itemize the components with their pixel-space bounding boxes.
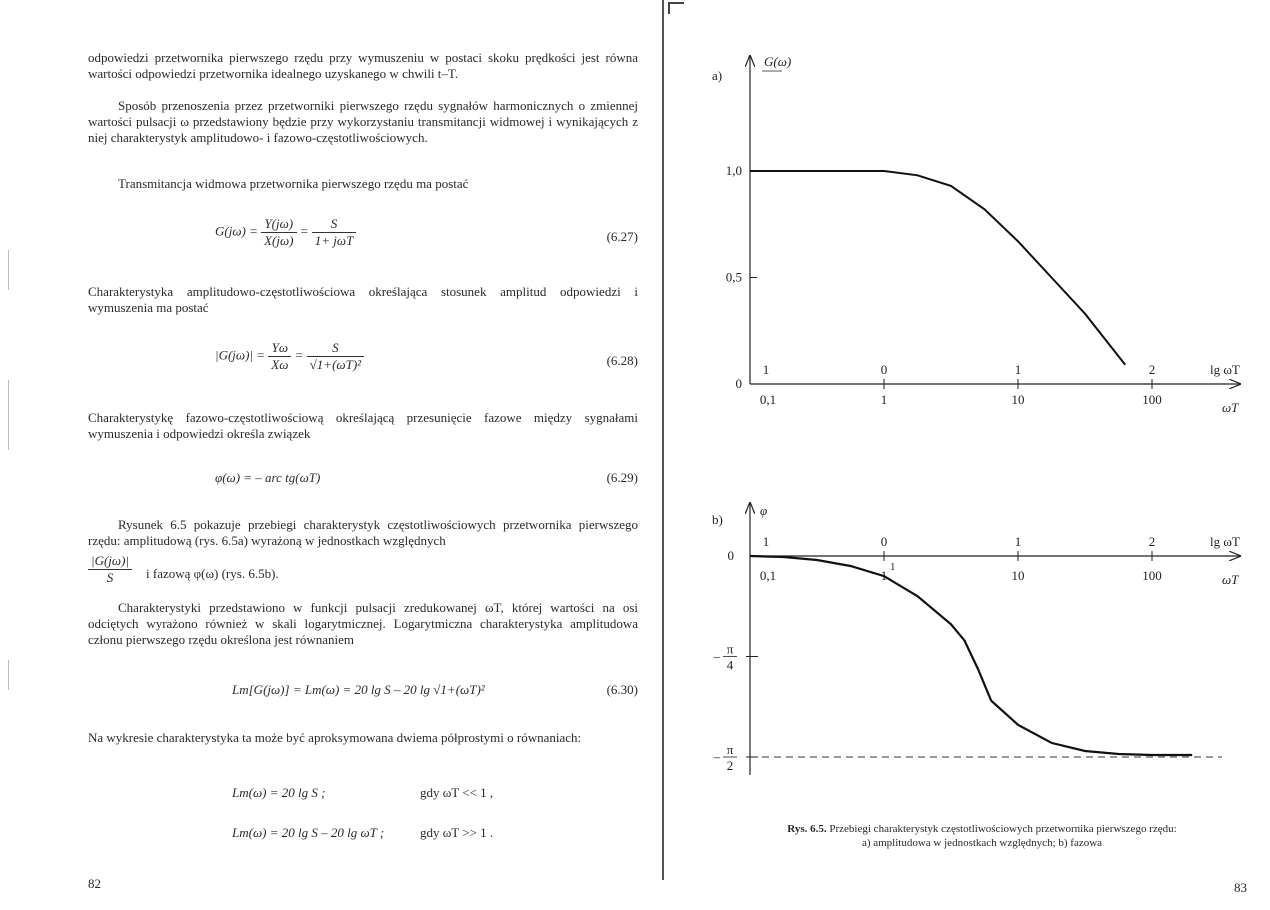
chart-b-x-log-tick-label: 2 (1148, 534, 1156, 549)
chart-a-x-lin-tick-label: 0,1 (759, 392, 777, 407)
chart-b-y-tick-sign: – (713, 749, 720, 764)
equation-number-6-27: (6.27) (606, 229, 638, 244)
chart-b-y-label: φ (760, 503, 768, 518)
approximation-2-condition: gdy ωT >> 1 . (420, 825, 494, 840)
caption-line-1: Przebiegi charakterystyk częstotliwościowych przetwornika pierwszego rzędu: (829, 823, 1177, 835)
inline-fraction: $\frac{|G(j\omega)|}{S}$ (88, 553, 132, 586)
chart-b-y-tick-label: 0 (727, 548, 734, 563)
chart-a-xlabel-log: lg ωT (1210, 362, 1240, 377)
chart-b-y-tick-denominator: 4 (726, 657, 734, 673)
chart-b-y-tick-denominator: 2 (726, 758, 734, 773)
chart-a-x-log-tick-label: 2 (1148, 362, 1156, 377)
chart-b-xlabel-lin: ωT (1222, 572, 1239, 587)
paragraph-5: Charakterystykę fazowo-częstotliwościową określającą przesunięcie fazowe między sygnałami wymuszenia i odpowiedzi określa związek (88, 410, 638, 441)
paragraph-4: Charakterystyka amplitudowo-częstotliwościowa określająca stosunek amplitud odpowiedzi i wymuszenia ma postać (88, 284, 638, 315)
figure-6-5 (662, 0, 1270, 905)
chart-b-panel-label: b) (712, 512, 723, 527)
chart-a-amplitude-curve (750, 171, 1125, 365)
chart-a-y-tick-label: 0,5 (725, 269, 742, 285)
paragraph-6: Rysunek 6.5 pokazuje przebiegi charakterystyk częstotliwościowych przetwornika pierwszego rzędu: amplitudową (rys. 6.5a) wyrażoną w jednostkach względnych (88, 517, 638, 548)
caption-label: Rys. 6.5. (787, 823, 827, 835)
chart-b-y-tick-numerator: π (726, 641, 734, 657)
chart-a-y-tick-label: 1,0 (725, 163, 742, 178)
chart-a-y-tick-label: 0 (735, 376, 742, 391)
chart-b-x-log-tick-label: 1 (762, 534, 770, 549)
chart-b-x-lin-tick-label: 10 (1011, 568, 1025, 583)
chart-a-x-log-tick-label: 0 (880, 362, 888, 377)
chart-b-phase-curve (750, 556, 1192, 755)
figure-caption (722, 822, 1242, 850)
equation-6-27: G(jω) = $\frac{Y(j\omega)}{X(j\omega)}$ = $\frac{S}{\text{1+ jωT}}$ (215, 216, 356, 249)
chart-b-xlabel-log: lg ωT (1210, 534, 1240, 549)
page-number-left: 82 (88, 876, 101, 891)
paragraph-8: Na wykresie charakterystyka ta może być aproksymowana dwiema półprostymi o równaniach: (88, 730, 582, 745)
chart-a (712, 54, 1240, 415)
chart-a-x-lin-tick-label: 10 (1011, 392, 1025, 407)
equation-6-28: |G(jω)| = $\frac{Y\omega}{X\omega}$ = $\frac{S}{\text{√1+(ωT)²}}$ (215, 340, 364, 373)
paragraph-1: odpowiedzi przetwornika pierwszego rzędu przy wymuszeniu w postaci skoku prędkości jest równa wartości odpowiedzi przetwornika idealnego uzyskanego w chwili t–T. (88, 50, 638, 81)
chart-a-y-label: G(ω) (764, 54, 792, 69)
caption-line-2: a) amplitudowa w jednostkach względnych; b) fazowa (861, 837, 1103, 849)
approximation-1-condition: gdy ωT << 1 , (420, 785, 494, 800)
equation-6-29: φ(ω) = – arc tg(ωT) (215, 470, 321, 485)
chart-b-x-lin-tick-label: 0,1 (759, 568, 777, 583)
chart-a-panel-label: a) (712, 68, 723, 83)
chart-b-x-lin-tick-label: 100 (1142, 568, 1162, 583)
approximation-2: Lm(ω) = 20 lg S – 20 lg ωT ; (232, 825, 385, 840)
equation-6-30: Lm[G(jω)] = Lm(ω) = 20 lg S – 20 lg √1+(ωT)² (232, 682, 485, 697)
chart-b-point-label: 1 (890, 561, 896, 573)
chart-b-x-log-tick-label: 1 (1014, 534, 1022, 549)
chart-b-x-log-tick-label: 0 (880, 534, 888, 549)
paragraph-2: Sposób przenoszenia przez przetworniki pierwszego rzędu sygnałów harmonicznych o zmiennej wartości pulsacji ω przedstawiony będzie przy wykorzystaniu transmitancji widmowej i wynikających z niej charakterystyk amplitudowo- i fazowo-częstotliwościowych. (88, 98, 638, 145)
paragraph-6-tail: i fazową φ(ω) (rys. 6.5b). (146, 566, 279, 581)
paragraph-3: Transmitancja widmowa przetwornika pierwszego rzędu ma postać (118, 176, 469, 191)
right-page (662, 0, 1270, 905)
approximation-1: Lm(ω) = 20 lg S ; (232, 785, 326, 800)
chart-a-x-log-tick-label: 1 (1014, 362, 1022, 377)
paragraph-7: Charakterystyki przedstawiono w funkcji pulsacji zredukowanej ωT, której wartości na osi odciętych wyrażono również w skali logarytmicznej. Logarytmiczna charakterystyka amplitudowa członu pierwszego rzędu określona jest równaniem (88, 600, 638, 647)
chart-a-x-lin-tick-label: 100 (1142, 392, 1162, 407)
chart-b-x-lin-tick-label: 1 (880, 568, 888, 583)
chart-a-x-log-tick-label: 1 (762, 362, 770, 377)
chart-a-xlabel-lin: ωT (1222, 400, 1239, 415)
equation-number-6-30: (6.30) (606, 682, 638, 697)
equation-number-6-29: (6.29) (606, 470, 638, 485)
chart-b (712, 503, 1240, 775)
equation-number-6-28: (6.28) (606, 353, 638, 368)
chart-b-y-tick-numerator: π (726, 742, 734, 757)
chart-b-y-tick-sign: – (713, 648, 720, 664)
page-number-right: 83 (1234, 880, 1247, 895)
chart-a-x-lin-tick-label: 1 (880, 392, 888, 407)
